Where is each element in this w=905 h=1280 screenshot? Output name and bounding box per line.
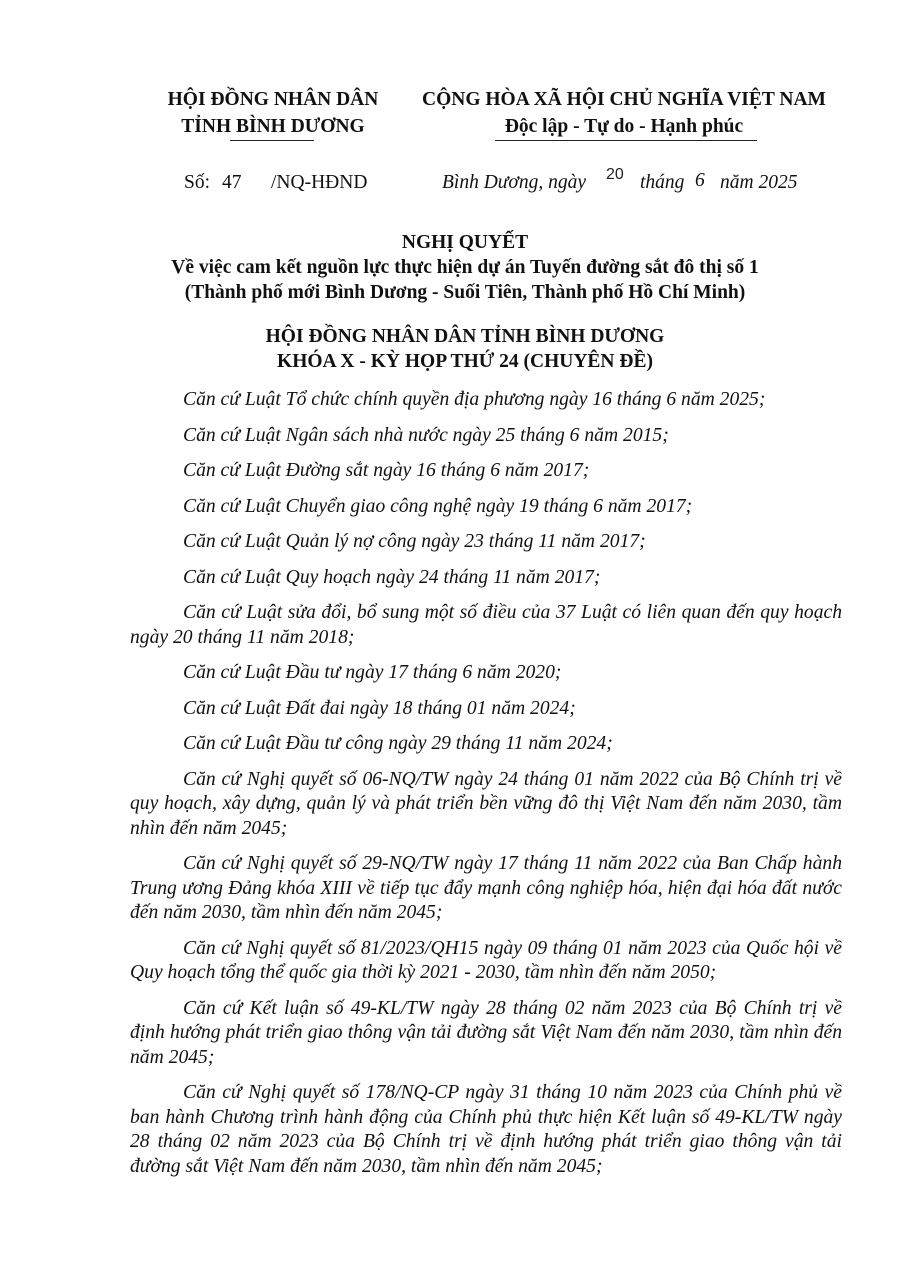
document-number-label: Số: (184, 172, 211, 193)
resolution-subject-line2: (Thành phố mới Bình Dương - Suối Tiên, Thành phố Hồ Chí Minh) (184, 282, 746, 303)
legal-basis-item: Căn cứ Nghị quyết số 29-NQ/TW ngày 17 tháng 11 năm 2022 của Ban Chấp hành Trung ương Đảng khóa XIII về tiếp tục đẩy mạnh công nghiệp hóa, hiện đại hóa đất nước đến năm 2030, tầm nhìn đến năm 2045; (130, 853, 842, 923)
legal-basis-item: Căn cứ Nghị quyết số 81/2023/QH15 ngày 09 tháng 01 năm 2023 của Quốc hội về Quy hoạch tổng thể quốc gia thời kỳ 2021 - 2030, tầm nhìn đến năm 2050; (130, 937, 842, 983)
legal-basis-item: Căn cứ Kết luận số 49-KL/TW ngày 28 tháng 02 năm 2023 của Bộ Chính trị về định hướng phát triển giao thông vận tải đường sắt Việt Nam đến năm 2030, tầm nhìn đến năm 2045; (130, 997, 842, 1068)
legal-basis-item: Căn cứ Luật Ngân sách nhà nước ngày 25 tháng 6 năm 2015; (183, 424, 669, 446)
authority-province: TỈNH BÌNH DƯƠNG (181, 116, 365, 137)
legal-basis-item: Căn cứ Nghị quyết số 178/NQ-CP ngày 31 tháng 10 năm 2023 của Chính phủ về ban hành Chương trình hành động của Chính phủ thực hiện Kết luận số 49-KL/TW ngày 28 tháng 02 năm 2023 của Bộ Chính trị về định hướng phát triển giao thông vận tải đường sắt Việt Nam đến năm 2030, tầm nhìn đến năm 2045; (130, 1082, 842, 1177)
council-session (120, 324, 810, 374)
legal-basis-item: Căn cứ Luật Tổ chức chính quyền địa phương ngày 16 tháng 6 năm 2025; (183, 389, 766, 410)
legal-basis-item: Căn cứ Luật Đường sắt ngày 16 tháng 6 năm 2017; (183, 460, 590, 481)
legal-basis-item: Căn cứ Luật Đầu tư công ngày 29 tháng 11 năm 2024; (183, 733, 613, 754)
motto-underline (495, 140, 757, 141)
country-name: CỘNG HÒA XÃ HỘI CHỦ NGHĨA VIỆT NAM (422, 89, 826, 110)
motto: Độc lập - Tự do - Hạnh phúc (504, 116, 744, 137)
national-motto (404, 86, 844, 140)
date-place-prefix: Bình Dương, ngày (442, 172, 586, 193)
date-year: năm 2025 (720, 172, 798, 193)
date-day: 20 (606, 166, 624, 183)
document-code: /NQ-HĐND (271, 172, 368, 193)
date-month-label: tháng (640, 172, 685, 193)
resolution-title (120, 230, 810, 305)
authority-underline (230, 140, 314, 141)
legal-basis-item: Căn cứ Luật Chuyển giao công nghệ ngày 19 tháng 6 năm 2017; (183, 495, 693, 517)
document-number: 47 (222, 172, 242, 193)
resolution-subject-line1: Về việc cam kết nguồn lực thực hiện dự án Tuyến đường sắt đô thị số 1 (171, 257, 759, 278)
council-term-session: KHÓA X - KỲ HỌP THỨ 24 (CHUYÊN ĐỀ) (277, 351, 653, 372)
date-month: 6 (695, 170, 705, 191)
legal-basis-item: Căn cứ Nghị quyết số 06-NQ/TW ngày 24 tháng 01 năm 2022 của Bộ Chính trị về quy hoạch, xây dựng, quản lý và phát triển bền vững đô thị Việt Nam đến năm 2030, tầm nhìn đến năm 2045; (130, 768, 842, 839)
legal-basis-item: Căn cứ Luật Đầu tư ngày 17 tháng 6 năm 2020; (183, 662, 562, 683)
legal-basis-item: Căn cứ Luật sửa đổi, bổ sung một số điều của 37 Luật có liên quan đến quy hoạch ngày 20 tháng 11 năm 2018; (130, 602, 842, 648)
resolution-heading: NGHỊ QUYẾT (401, 232, 529, 253)
legal-basis-item: Căn cứ Luật Quy hoạch ngày 24 tháng 11 năm 2017; (183, 566, 601, 588)
legal-basis-item: Căn cứ Luật Đất đai ngày 18 tháng 01 năm 2024; (183, 697, 576, 719)
legal-bases (130, 388, 842, 1190)
issuing-authority (128, 86, 418, 140)
legal-basis-item: Căn cứ Luật Quản lý nợ công ngày 23 tháng 11 năm 2017; (183, 531, 646, 552)
authority-name: HỘI ĐỒNG NHÂN DÂN (167, 89, 379, 110)
council-name: HỘI ĐỒNG NHÂN DÂN TỈNH BÌNH DƯƠNG (265, 326, 665, 347)
